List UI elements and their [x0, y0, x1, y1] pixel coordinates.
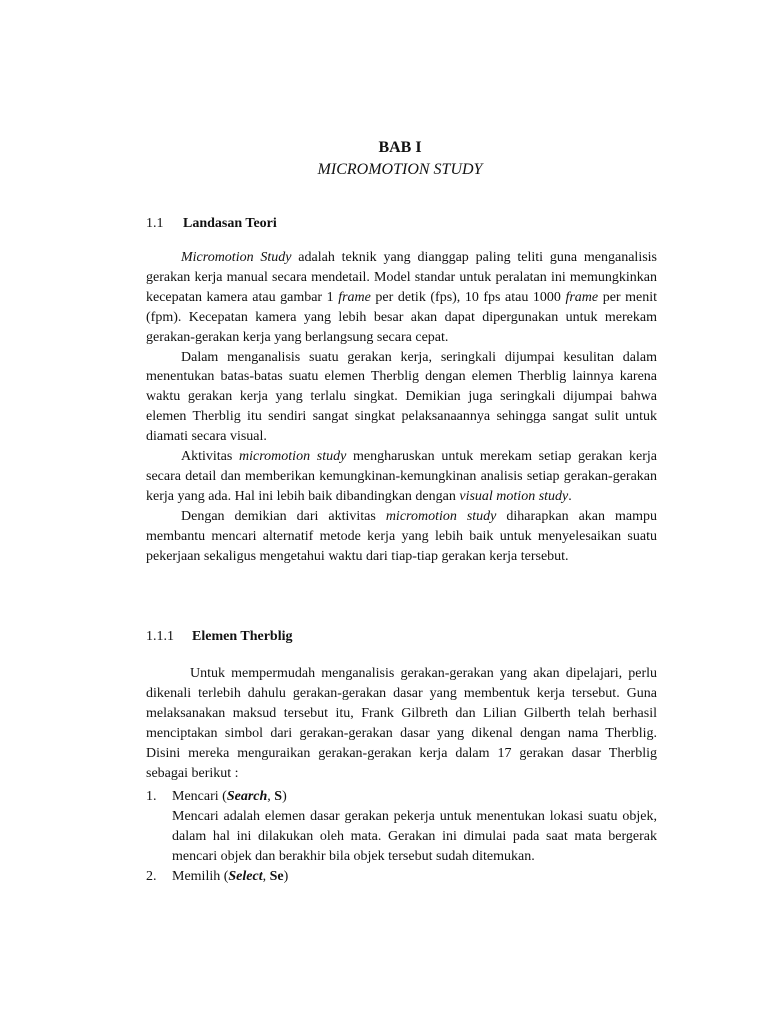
section-heading-1-1-1 [146, 627, 292, 647]
term-english: Search [226, 789, 268, 804]
section-heading-1-1 [146, 214, 277, 234]
list-item-description: Mencari adalah elemen dasar gerakan pekerja untuk menentukan lokasi suatu objek, dalam hal ini dilakukan oleh mata. Gerakan ini dimulai pada saat mata bergerak mencari objek dan berakhir bila objek tersebut sudah ditemukan. [172, 809, 657, 864]
list-item-title: Mencari (Search, S) [172, 789, 287, 804]
list-item [146, 867, 657, 887]
section-title: Landasan Teori [183, 216, 277, 231]
section-number: 1.1.1 [146, 629, 174, 644]
chapter-title: BAB I [378, 139, 422, 156]
paragraph-2: Dalam menganalisis suatu gerakan kerja, seringkali dijumpai kesulitan dalam menentukan batas-batas suatu elemen Therblig dengan elemen Therblig lainnya karena waktu gerakan kerja yang terlalu singkat. Demikian juga seringkali dijumpai bahwa elemen Therblig itu sendiri sangat singkat pelaksanaannya sehingga sangat sulit untuk diamati secara visual. [146, 349, 657, 445]
term-micromotion-study: micromotion study [385, 508, 497, 524]
term-frame: frame [565, 289, 599, 305]
therblig-list [146, 787, 657, 887]
term-visual-motion-study: visual motion study [459, 488, 569, 504]
list-item-number: 1. [146, 789, 157, 804]
section-number: 1.1 [146, 216, 164, 231]
list-item-title: Memilih (Select, Se) [172, 869, 289, 884]
section-title: Elemen Therblig [192, 629, 293, 644]
paragraph-1: Micromotion Study adalah teknik yang dianggap paling teliti guna menganalisis gerakan kerja manual secara mendetail. Model standar untuk peralatan ini memungkinkan kecepatan kamera atau gambar 1 frame per detik (fps), 10 fps atau 1000 frame per menit (fpm). Kecepatan kamera yang lebih besar akan dapat dipergunakan untuk merekam gerakan-gerakan kerja yang berlangsung secara cepat. [146, 250, 657, 345]
term-micromotion-study: Micromotion Study [181, 250, 292, 265]
list-item-number: 2. [146, 869, 157, 884]
list-item [146, 787, 657, 867]
section-body-1-1-1 [146, 664, 657, 783]
paragraph-intro: Untuk mempermudah menganalisis gerakan-gerakan yang akan dipelajari, perlu dikenali terlebih dahulu gerakan-gerakan dasar yang membentuk kerja tersebut. Guna melaksanakan maksud tersebut itu, Frank Gilbreth dan Lilian Gilberth telah berhasil menciptakan simbol dari gerakan-gerakan dasar yang dikenal dengan nama Therblig. Disini mereka menguraikan gerakan-gerakan kerja dalam 17 gerakan dasar Therblig sebagai berikut : [146, 666, 657, 781]
paragraph-4: Dengan demikian dari aktivitas micromotion study diharapkan akan mampu membantu mencari alternatif metode kerja yang lebih baik untuk menyelesaikan suatu pekerjaan sekaligus mengetahui waktu dari tiap-tiap gerakan kerja tersebut. [146, 508, 657, 564]
term-frame: frame [338, 289, 371, 305]
list-item-head [146, 867, 657, 887]
chapter-subtitle: MICROMOTION STUDY [317, 161, 483, 178]
paragraph-3: Aktivitas micromotion study mengharuskan untuk merekam setiap gerakan kerja secara detail dan memberikan kemungkinan-kemungkinan analisis setiap gerakan-gerakan kerja yang ada. Hal ini lebih baik dibandingkan dengan visual motion study. [146, 449, 657, 504]
therblig-symbol: Se [269, 869, 284, 884]
term-english: Select [228, 869, 263, 884]
term-micromotion-study: micromotion study [239, 449, 347, 465]
section-body-1-1 [146, 248, 657, 567]
list-item-head [146, 787, 657, 807]
therblig-symbol: S [274, 789, 283, 804]
